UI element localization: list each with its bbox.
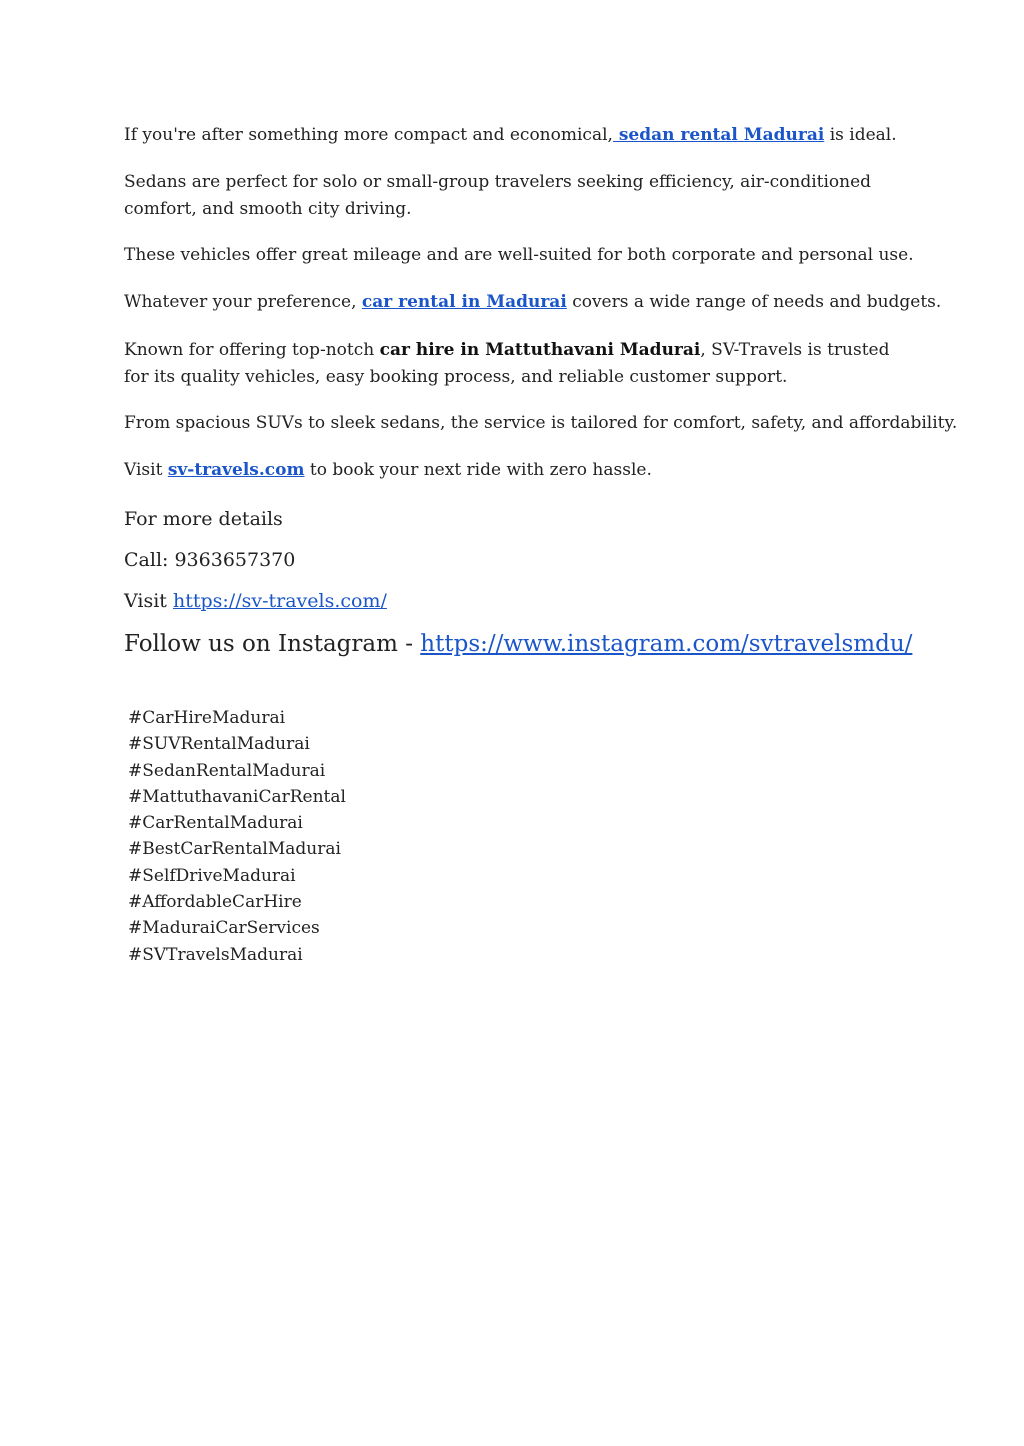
follow-label: Follow us on Instagram - — [124, 631, 421, 657]
text-segment: If you're after something more compact and economical, — [124, 125, 613, 145]
hashtag: #MaduraiCarServices — [128, 918, 320, 939]
car-rental-link[interactable]: car rental in Madurai — [361, 292, 567, 312]
hashtag: #BestCarRentalMadurai — [128, 839, 341, 860]
website-link[interactable]: https://sv-travels.com/ — [172, 590, 387, 612]
hashtag-list — [128, 705, 346, 968]
instagram-follow — [124, 628, 912, 660]
hashtag: #MattuthavaniCarRental — [128, 786, 346, 807]
text-segment: to book your next ride with zero hassle. — [304, 460, 652, 480]
text-segment: covers a wide range of needs and budgets. — [566, 292, 942, 312]
hashtag: #AffordableCarHire — [128, 892, 302, 913]
instagram-link[interactable]: https://www.instagram.com/svtravelsmdu/ — [420, 631, 913, 657]
hashtag: #CarRentalMadurai — [128, 813, 303, 834]
text-segment: , SV-Travels is trusted for its quality vehicles, easy booking process, and reliable customer support. — [124, 340, 890, 387]
sedan-rental-link[interactable]: sedan rental Madurai — [612, 125, 825, 145]
text-segment: is ideal. — [824, 125, 897, 145]
hashtag: #SedanRentalMadurai — [128, 760, 326, 781]
text-segment: Visit — [124, 460, 168, 480]
paragraph-known-for — [124, 337, 894, 391]
paragraph-sedans: Sedans are perfect for solo or small-group travelers seeking efficiency, air-conditioned comfort, and smooth city driving. — [124, 172, 872, 219]
paragraph-vehicles: From spacious SUVs to sleek sedans, the service is tailored for comfort, safety, and affordability. — [124, 413, 958, 433]
visit-label: Visit — [124, 590, 173, 612]
hashtag: #SelfDriveMadurai — [128, 865, 296, 886]
paragraph-sedan-intro — [124, 122, 897, 149]
paragraph-preference — [124, 289, 942, 316]
text-segment: Known for offering top-notch — [124, 340, 380, 360]
hashtag: #CarHireMadurai — [128, 708, 286, 728]
sv-travels-link[interactable]: sv-travels.com — [167, 460, 305, 480]
hashtag: #SVTravelsMadurai — [128, 944, 303, 965]
details-heading: For more details — [124, 508, 283, 530]
text-segment: Whatever your preference, — [124, 292, 362, 312]
paragraph-mileage: These vehicles offer great mileage and are well-suited for both corporate and personal use. — [124, 245, 914, 265]
hashtag: #SUVRentalMadurai — [128, 734, 310, 755]
paragraph-visit — [124, 457, 894, 484]
car-hire-keyword: car hire in Mattuthavani Madurai — [379, 340, 701, 360]
visit-website — [124, 587, 387, 615]
call-number: Call: 9363657370 — [124, 549, 296, 571]
